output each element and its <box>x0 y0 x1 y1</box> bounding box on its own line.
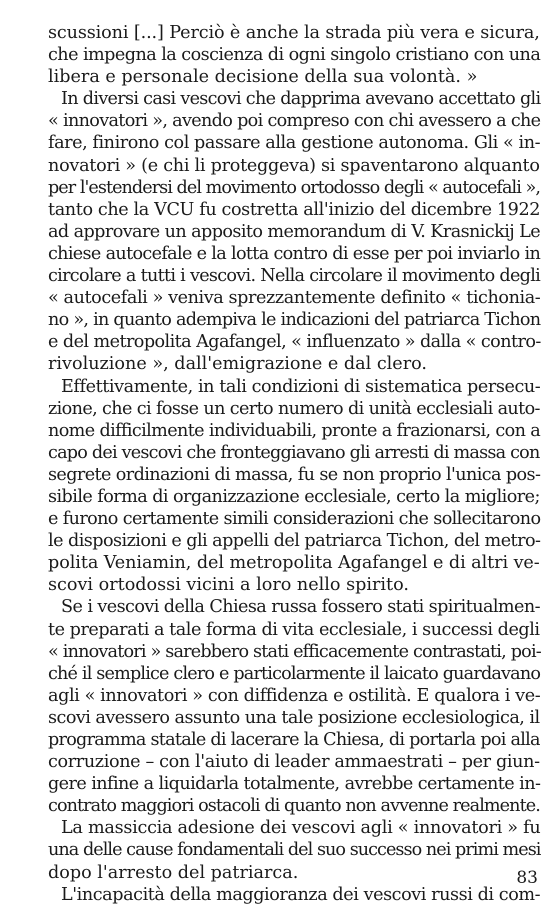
text-line: polita Veniamin, del metropolita Agafangel e di altri ve- <box>48 553 540 574</box>
paragraph-start-line: Se i vescovi della Chiesa russa fossero stati spiritualmen- <box>61 597 541 618</box>
text-line: agli « innovatori » con diffidenza e ostilità. E qualora i ve- <box>48 685 541 706</box>
text-line: te preparati a tale forma di vita ecclesiale, i successi degli <box>48 619 540 640</box>
text-line: scovi ortodossi vicini a loro nello spirito. <box>48 575 410 596</box>
text-line: e furono certamente simili considerazioni che sollecitarono <box>48 509 541 530</box>
paragraph-start-line: La massiccia adesione dei vescovi agli « innovatori » fu <box>61 818 541 839</box>
text-line: per l'estendersi del movimento ortodosso degli « autocefali », <box>48 177 540 198</box>
text-line: che impegna la coscienza di ogni singolo cristiano con una <box>48 45 541 66</box>
text-line: circolare a tutti i vescovi. Nella circolare il movimento degli <box>48 266 541 287</box>
text-line: libera e personale decisione della sua volontà. » <box>48 67 478 88</box>
text-line: contrato maggiori ostacoli di quanto non avvenne realmente. <box>48 796 540 817</box>
text-line: novatori » (e chi li proteggeva) si spaventarono alquanto <box>48 155 540 176</box>
text-line: nome difficilmente individuabili, pronte a frazionarsi, con a <box>48 420 541 441</box>
text-line: una delle cause fondamentali del suo successo nei primi mesi <box>48 840 541 861</box>
paragraph-start-line: L'incapacità della maggioranza dei vescovi russi di com- <box>61 884 541 905</box>
text-line: « innovatori » sarebbero stati efficacemente contrastati, poi- <box>48 641 541 662</box>
text-line: sibile forma di organizzazione ecclesiale, certo la migliore; <box>48 486 540 507</box>
text-line: fare, finirono col passare alla gestione autonoma. Gli « in- <box>48 133 541 154</box>
text-line: programma statale di lacerare la Chiesa, di portarla poi alla <box>48 730 540 750</box>
text-line: capo dei vescovi che fronteggiavano gli arresti di massa con <box>48 442 540 463</box>
page-number: 83 <box>516 868 538 888</box>
text-line: zione, che ci fosse un certo numero di unità ecclesiali auto- <box>48 398 540 419</box>
text-line: scussioni [...] Perciò è anche la strada più vera e sicura, <box>48 23 540 43</box>
text-line: tanto che la VCU fu costretta all'inizio del dicembre 1922 <box>48 199 541 220</box>
text-line: corruzione – con l'aiuto di leader ammaestrati – per giun- <box>48 752 540 773</box>
text-line: ad approvare un apposito memorandum di V. Krasnickij Le <box>48 221 541 242</box>
text-line: e del metropolita Agafangel, « influenzato » dalla « contro- <box>48 332 541 353</box>
text-line: « autocefali » veniva sprezzantemente definito « tichonia- <box>48 288 541 309</box>
text-line: ché il semplice clero e particolarmente il laicato guardavano <box>48 663 541 684</box>
text-line: chiese autocefale e la lotta contro di esse per poi inviarlo in <box>48 243 541 264</box>
paragraph-start-line: In diversi casi vescovi che dapprima avevano accettato gli <box>61 89 541 110</box>
text-line: scovi avessero assunto una tale posizione ecclesiologica, il <box>48 707 540 728</box>
text-line: le disposizioni e gli appelli del patriarca Tichon, del metro- <box>48 531 541 552</box>
text-line: rivoluzione », dall'emigrazione e dal clero. <box>48 354 428 375</box>
text-line: no », in quanto adempiva le indicazioni del patriarca Tichon <box>48 310 541 331</box>
text-line: segrete ordinazioni di massa, fu se non proprio l'unica pos- <box>48 464 541 485</box>
text-line: gere infine a liquidarla totalmente, avrebbe certamente in- <box>48 774 541 795</box>
body-text <box>48 22 540 906</box>
paragraph-start-line: Effettivamente, in tali condizioni di sistematica persecu- <box>61 376 541 397</box>
text-line: dopo l'arresto del patriarca. <box>48 862 299 883</box>
text-line: « innovatori », avendo poi compreso con chi avessero a che <box>48 111 541 132</box>
